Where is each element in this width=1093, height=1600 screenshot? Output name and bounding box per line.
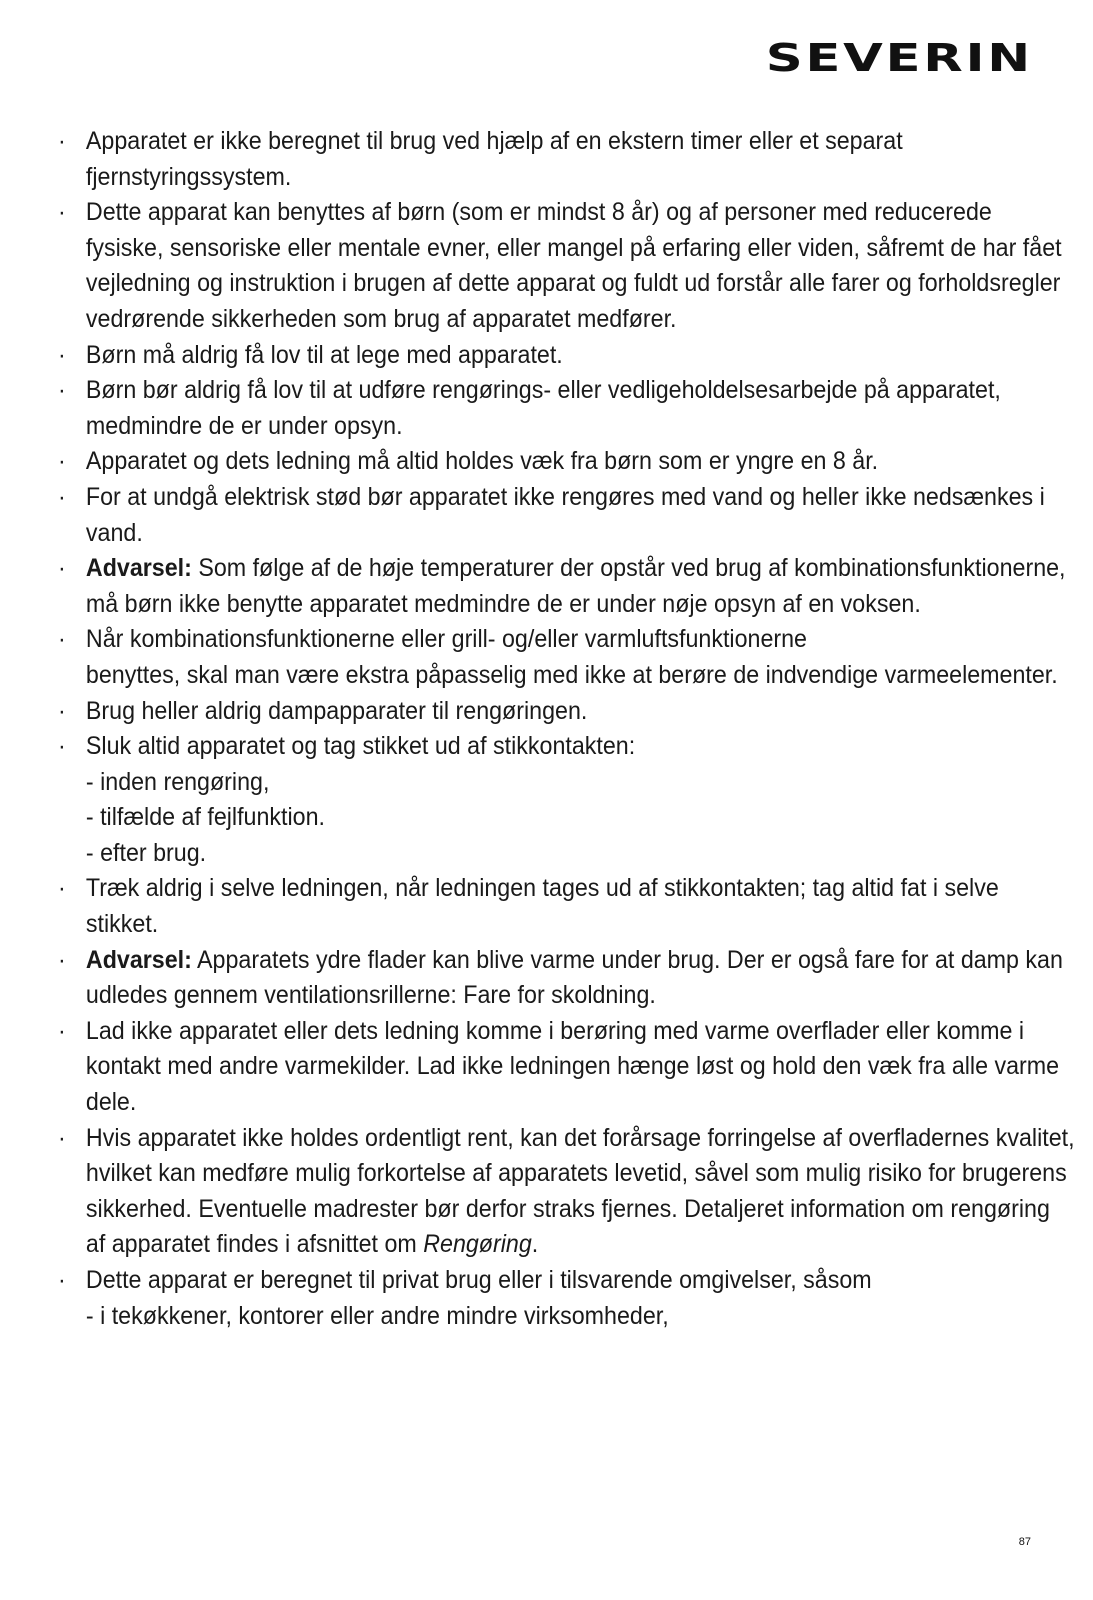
list-item-warning — [58, 551, 1075, 622]
item-text: Børn bør aldrig få lov til at udføre rengørings- eller vedligeholdelsesarbejde på apparatet, medmindre de er under opsyn. — [85, 376, 1001, 440]
item-text: Som følge af de høje temperaturer der opstår ved brug af kombinationsfunktionerne, må børn ikke benytte apparatet medmindre de er under nøje opsyn af en voksen. — [85, 554, 1066, 618]
item-text: Hvis apparatet ikke holdes ordentligt rent, kan det forårsage forringelse af overfladernes kvalitet, hvilket kan medføre mulig forkortelse af apparatets levetid, såvel som mulig risiko for brugerens sikkerhed. Eventuelle madrester bør derfor straks fjernes. Detaljeret information om rengøring af apparatet findes i afsnittet om — [85, 1123, 1075, 1259]
item-text: Apparatets ydre flader kan blive varme under brug. Der er også fare for at damp kan udledes gennem ventilationsrillerne: Fare for skoldning. — [85, 945, 1063, 1010]
warning-label: Advarsel: — [85, 554, 192, 583]
bullet-icon: · — [58, 376, 66, 405]
list-item — [58, 195, 1075, 337]
sub-item: - efter brug. — [85, 838, 207, 867]
bullet-icon: · — [58, 127, 66, 155]
item-text-line: Når kombinationsfunktionerne eller grill- og/eller varmluftsfunktionerne — [85, 625, 807, 654]
list-item — [58, 444, 1075, 480]
bullet-icon: · — [58, 696, 66, 725]
bullet-icon: · — [58, 447, 66, 476]
safety-instructions-list — [58, 124, 1075, 1334]
list-item — [58, 480, 1075, 551]
item-text: Dette apparat er beregnet til privat brug eller i tilsvarende omgivelser, såsom — [85, 1266, 872, 1294]
item-text-line: benyttes, skal man være ekstra påpasselig med ikke at berøre de indvendige varmeelementer. — [85, 660, 1058, 689]
list-item — [58, 1263, 1075, 1334]
item-text: Sluk altid apparatet og tag stikket ud af stikkontakten: — [85, 732, 636, 761]
bullet-icon: · — [58, 1016, 66, 1045]
list-item — [58, 729, 1075, 871]
list-item — [58, 622, 1075, 693]
list-item-warning — [58, 943, 1075, 1014]
item-text: For at undgå elektrisk stød bør apparatet ikke rengøres med vand og heller ikke nedsænkes i vand. — [85, 482, 1045, 547]
list-item — [58, 871, 1075, 942]
bullet-icon: · — [58, 482, 66, 511]
item-text: Dette apparat kan benyttes af børn (som er mindst 8 år) og af personer med reducerede fysiske, sensoriske eller mentale evner, eller mangel på erfaring eller viden, såfremt de har fået vejledning og instruktion i brugen af dette apparat og fuldt ud forstår alle farer og forholdsregler vedrørende sikkerheden som brug af apparatet medfører. — [85, 198, 1062, 333]
bullet-icon: · — [58, 554, 66, 583]
bullet-icon: · — [58, 732, 66, 761]
bullet-icon: · — [58, 874, 66, 903]
severin-logo: SEVERIN — [765, 36, 1033, 80]
item-text: Børn må aldrig få lov til at lege med apparatet. — [85, 340, 563, 369]
list-item — [58, 338, 1075, 374]
bullet-icon: · — [58, 1123, 66, 1152]
item-text: Træk aldrig i selve ledningen, når ledningen tages ud af stikkontakten; tag altid fat i selve stikket. — [85, 874, 999, 939]
item-text: Apparatet og dets ledning må altid holdes væk fra børn som er yngre en 8 år. — [85, 447, 879, 476]
page-number: 87 — [1018, 1536, 1031, 1548]
item-text: Brug heller aldrig dampapparater til rengøringen. — [85, 696, 588, 725]
list-item — [58, 1121, 1075, 1263]
sub-item: - i tekøkkener, kontorer eller andre mindre virksomheder, — [85, 1301, 669, 1330]
bullet-icon: · — [58, 340, 66, 369]
list-item — [58, 1014, 1075, 1121]
warning-label: Advarsel: — [85, 945, 192, 974]
bullet-icon: · — [58, 625, 66, 654]
item-text-tail: . — [531, 1230, 539, 1259]
section-reference: Rengøring — [423, 1230, 532, 1259]
sub-item: - tilfælde af fejlfunktion. — [85, 803, 325, 832]
list-item — [58, 124, 1075, 195]
list-item — [58, 373, 1075, 444]
bullet-icon: · — [58, 945, 66, 974]
list-item — [58, 694, 1075, 730]
sub-item: - inden rengøring, — [85, 767, 270, 796]
item-text: Lad ikke apparatet eller dets ledning komme i berøring med varme overflader eller komme i kontakt med andre varmekilder. Lad ikke ledningen hænge løst og hold den væk fra alle varme dele. — [85, 1016, 1060, 1117]
item-text: Apparatet er ikke beregnet til brug ved hjælp af en ekstern timer eller et separat fjernstyringssystem. — [85, 127, 903, 191]
bullet-icon: · — [58, 1266, 66, 1294]
bullet-icon: · — [58, 198, 66, 227]
